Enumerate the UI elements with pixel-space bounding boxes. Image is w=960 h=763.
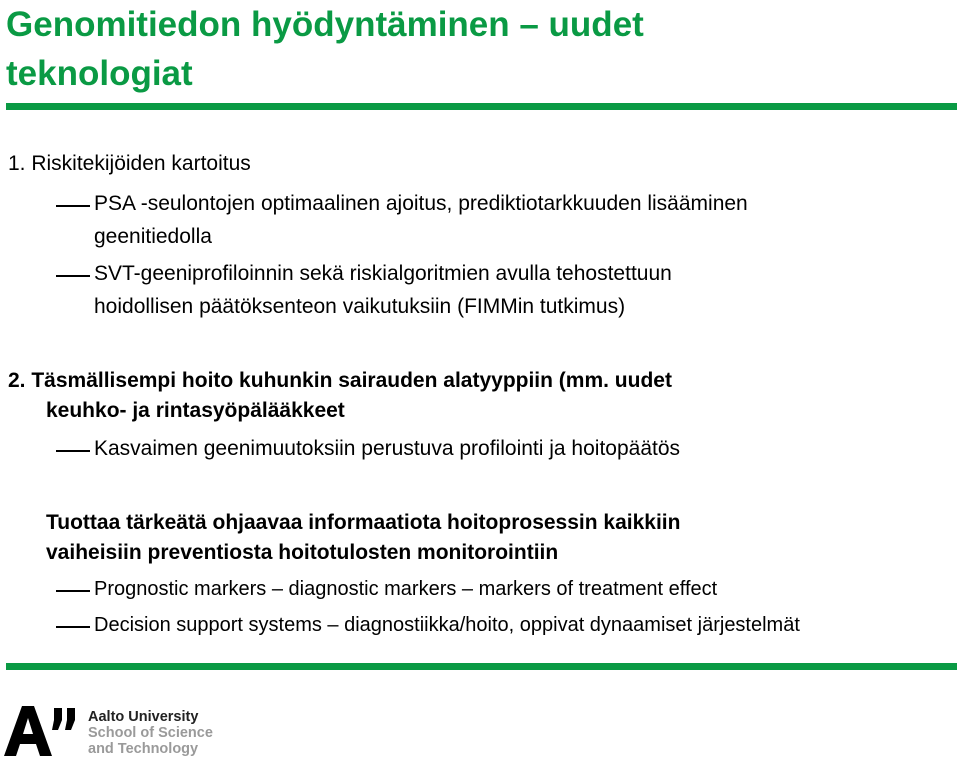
aalto-logo [4,702,84,763]
section2-bullet: Kasvaimen geenimuutoksiin perustuva profilointi ja hoitopäätös [94,437,681,460]
section3-bullet2: Decision support systems – diagnostiikka/hoito, oppivat dynaamiset järjestelmät [94,614,800,636]
dash-icon [56,275,90,277]
logo-line-1: Aalto University [88,709,199,725]
dash-icon [56,626,90,628]
dash-icon [56,590,90,592]
logo-line-3: and Technology [88,741,199,757]
section2-heading-line1: 2. Täsmällisempi hoito kuhunkin sairauden alatyyppiin (mm. uudet [8,369,672,392]
dash-icon [56,205,90,207]
section1-bullet1-line2: geenitiedolla [94,225,212,248]
top-divider [6,103,957,110]
section3-bullet1: Prognostic markers – diagnostic markers – markers of treatment effect [94,578,718,600]
section1-bullet2-line1: SVT-geeniprofiloinnin sekä riskialgoritmien avulla tehostettuun [94,262,672,285]
aalto-logo-icon [4,702,84,758]
title-line-1: Genomitiedon hyödyntäminen – uudet [6,5,644,44]
section3-heading-line1: Tuottaa tärkeätä ohjaavaa informaatiota hoitoprosessin kaikkiin [46,511,681,534]
section3-heading-line2: vaiheisiin preventiosta hoitotulosten monitorointiin [46,541,559,564]
aalto-logo-text [88,709,213,757]
logo-line-2: School of Science [88,725,213,741]
bottom-divider [6,663,957,670]
section1-bullet1-line1: PSA -seulontojen optimaalinen ajoitus, prediktiotarkkuuden lisääminen [94,192,748,215]
section1-heading: 1. Riskitekijöiden kartoitus [8,152,251,175]
section2-heading-line2: keuhko- ja rintasyöpälääkkeet [46,399,345,422]
section1-bullet2-line2: hoidollisen päätöksenteon vaikutuksiin (FIMMin tutkimus) [94,295,626,318]
slide-title [6,0,906,98]
title-line-2: teknologiat [6,54,193,93]
dash-icon [56,450,90,452]
